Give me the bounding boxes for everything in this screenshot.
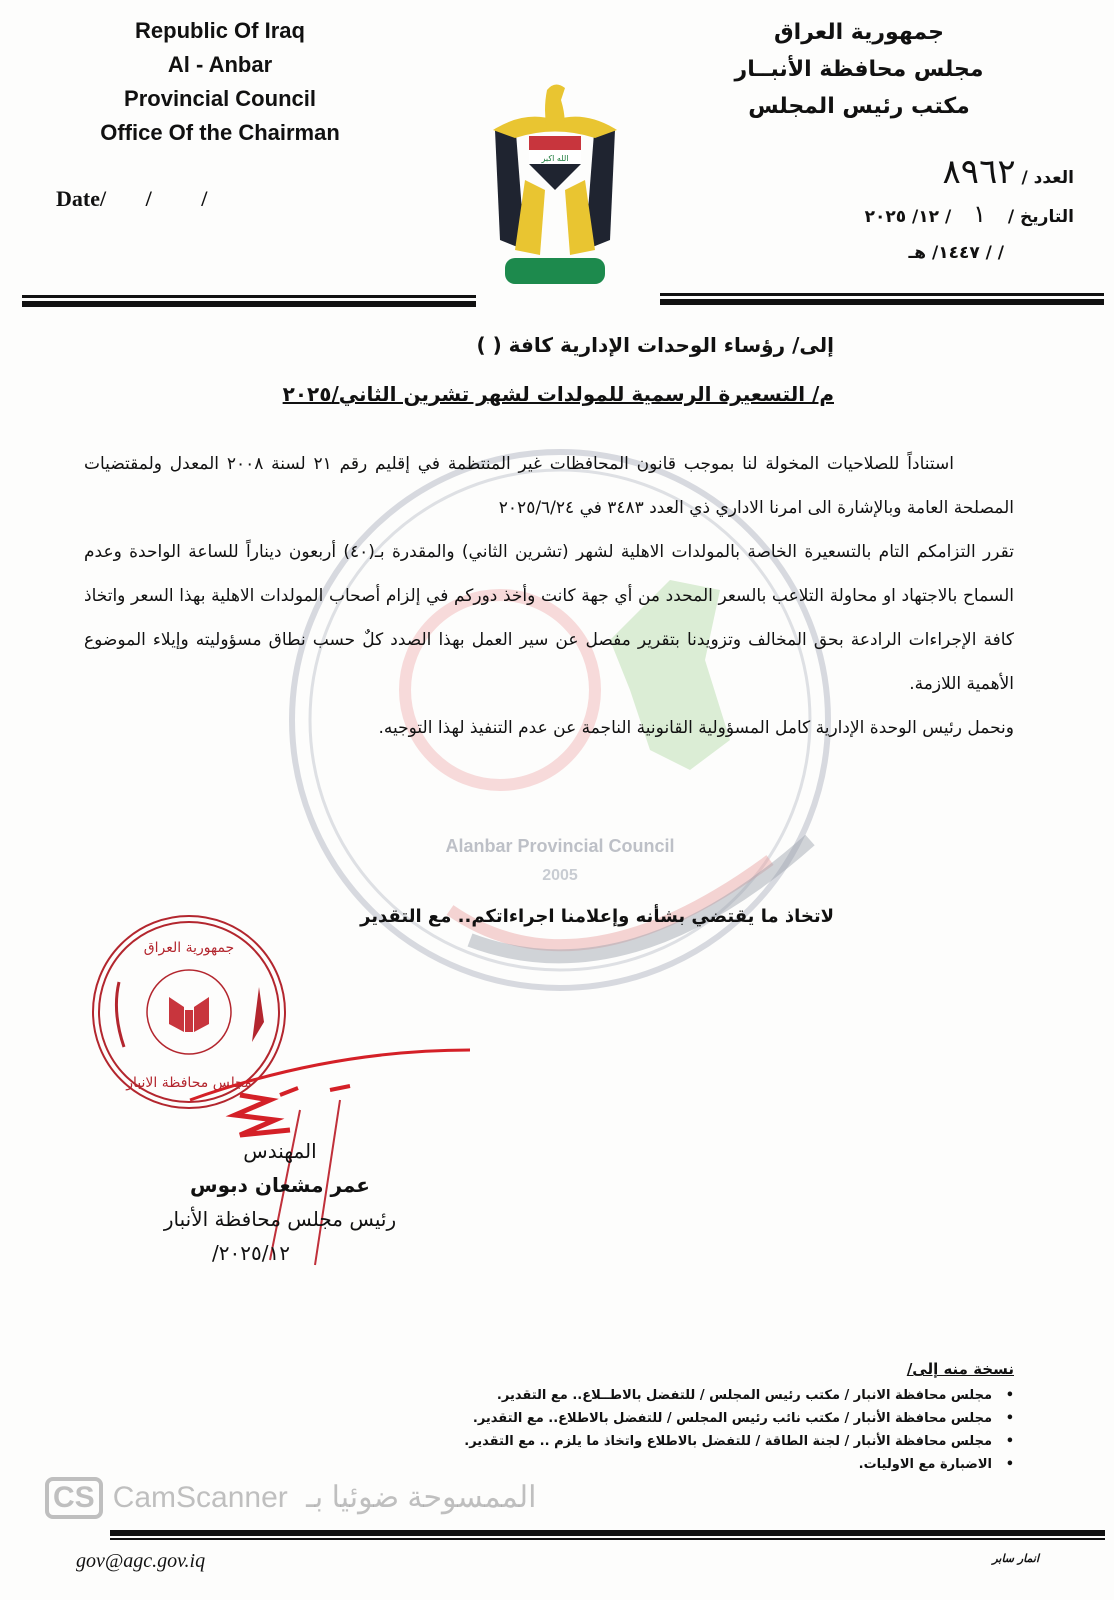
cc-item: • مجلس محافظة الانبار / مكتب رئيس المجلس / للتفضل بالاطــلاع.. مع التقدير.: [464, 1384, 992, 1407]
stamp-text-top: جمهورية العراق: [143, 940, 235, 956]
header-en-republic: Republic Of Iraq: [135, 18, 305, 43]
cc-item: • مجلس محافظة الأنبار / مكتب نائب رئيس المجلس / للتفضل بالاطلاع.. مع التقدير.: [464, 1407, 992, 1430]
reference-number: [943, 152, 1074, 192]
header-divider-left: [22, 295, 476, 307]
reference-date: [865, 200, 1074, 228]
date-day-handwritten: ١: [973, 200, 986, 228]
date-label-ar: التاريخ /: [1007, 207, 1074, 227]
emblem-text: الله اكبر: [541, 154, 569, 163]
camscanner-logo-icon: CS: [45, 1477, 103, 1519]
signatory-title: المهندس: [243, 1139, 317, 1163]
header-en-province: Al - Anbar: [167, 52, 273, 77]
footer-email: gov@agc.gov.iq: [76, 1550, 206, 1572]
camscanner-text-ar: الممسوحة ضوئيا بـ: [306, 1481, 537, 1514]
date-label: Date/: [56, 186, 107, 211]
body-paragraph-3: ونحمل رئيس الوحدة الإدارية كامل المسؤولية القانونية الناجمة عن عدم التنفيذ لهذا التوجيه.: [378, 718, 1014, 738]
header-ar-republic: جمهورية العراق: [774, 20, 944, 45]
letter-body: [84, 442, 1014, 750]
cc-list: [464, 1384, 1014, 1476]
header-en-council: Provincial Council: [124, 86, 316, 111]
date-rest: / ١٢/ ٢٠٢٥: [864, 207, 952, 227]
header-ar-council: مجلس محافظة الأنبــار: [734, 57, 984, 82]
seal-watermark-year: 2005: [542, 867, 578, 884]
date-sep-1: /: [145, 186, 152, 211]
header-divider-right: [660, 293, 1104, 305]
date-sep-2: /: [201, 186, 208, 211]
typist-initials: انمار سابر: [992, 1552, 1039, 1565]
body-paragraph-2: تقرر التزامكم التام بالتسعيرة الخاصة بالمولدات الاهلية لشهر (تشرين الثاني) والمقدرة بـ(٤٠) أربعون ديناراً للساعة الواحدة وعدم السماح بالاجتهاد او محاولة التلاعب بالسعر المحدد من أي جهة كانت وأخذ دوركم في إلزام أصحاب المولدات الاهلية بهذا السعر واتخاذ كافة الإجراءات الرادعة بحق المخالف وتزويدنا بتقرير مفصل عن سير العمل بهذا الصدد كلٌ حسب نطاق مسؤوليته وإيلاء الموضوع الأهمية اللازمة.: [84, 542, 1014, 694]
recipient-line: إلى/ رؤساء الوحدات الإدارية كافة ( ): [476, 333, 834, 357]
cc-item: • مجلس محافظة الأنبار / لجنة الطاقة / للتفضل بالاطلاع واتخاذ ما يلزم .. مع التقدير.: [464, 1430, 992, 1453]
signature-block: [130, 1134, 430, 1270]
stamp-text-bottom: مجلس محافظة الانبار: [126, 1075, 252, 1091]
number-label: العدد /: [1021, 168, 1074, 188]
header-en-date: [56, 186, 207, 212]
header-ar-office: مكتب رئيس المجلس: [748, 94, 970, 119]
number-value-handwritten: ٨٩٦٢: [942, 152, 1016, 192]
header-ar: [694, 14, 1024, 125]
subject-line: م/ التسعيرة الرسمية للمولدات لشهر تشرين الثاني/٢٠٢٥: [282, 382, 834, 406]
camscanner-watermark: [45, 1477, 537, 1519]
signatory-position: رئيس مجلس محافظة الأنبار: [163, 1207, 397, 1231]
closing-line: لاتخاذ ما يقتضي بشأنه وإعلامنا اجراءاتكم.. مع التقدير: [360, 906, 834, 927]
camscanner-text: CamScanner: [112, 1481, 288, 1514]
signatory-name: عمر مشعان دبوس: [190, 1173, 370, 1197]
cc-title: نسخة منه إلى/: [906, 1360, 1014, 1378]
header-en-office: Office Of the Chairman: [100, 120, 340, 145]
iraq-emblem-icon: [485, 80, 625, 290]
signature-date: ٢٠٢٥/١٢/: [212, 1241, 290, 1265]
body-paragraph-1: استناداً للصلاحيات المخولة لنا بموجب قانون المحافظات غير المنتظمة في إقليم رقم ٢١ لسنة ٢٠٠٨ المعدل ولمقتضيات المصلحة العامة وبالإشارة الى امرنا الاداري ذي العدد ٣٤٨٣ في ٢٠٢٥/٦/٢٤: [84, 454, 1014, 518]
seal-watermark-en: Alanbar Provincial Council: [445, 836, 675, 856]
cc-item: • الاضبارة مع الاوليات.: [464, 1453, 992, 1476]
header-en: [60, 14, 380, 150]
footer-divider: [110, 1530, 1105, 1540]
hijri-date: / / ١٤٤٧/ هـ: [908, 243, 1004, 263]
